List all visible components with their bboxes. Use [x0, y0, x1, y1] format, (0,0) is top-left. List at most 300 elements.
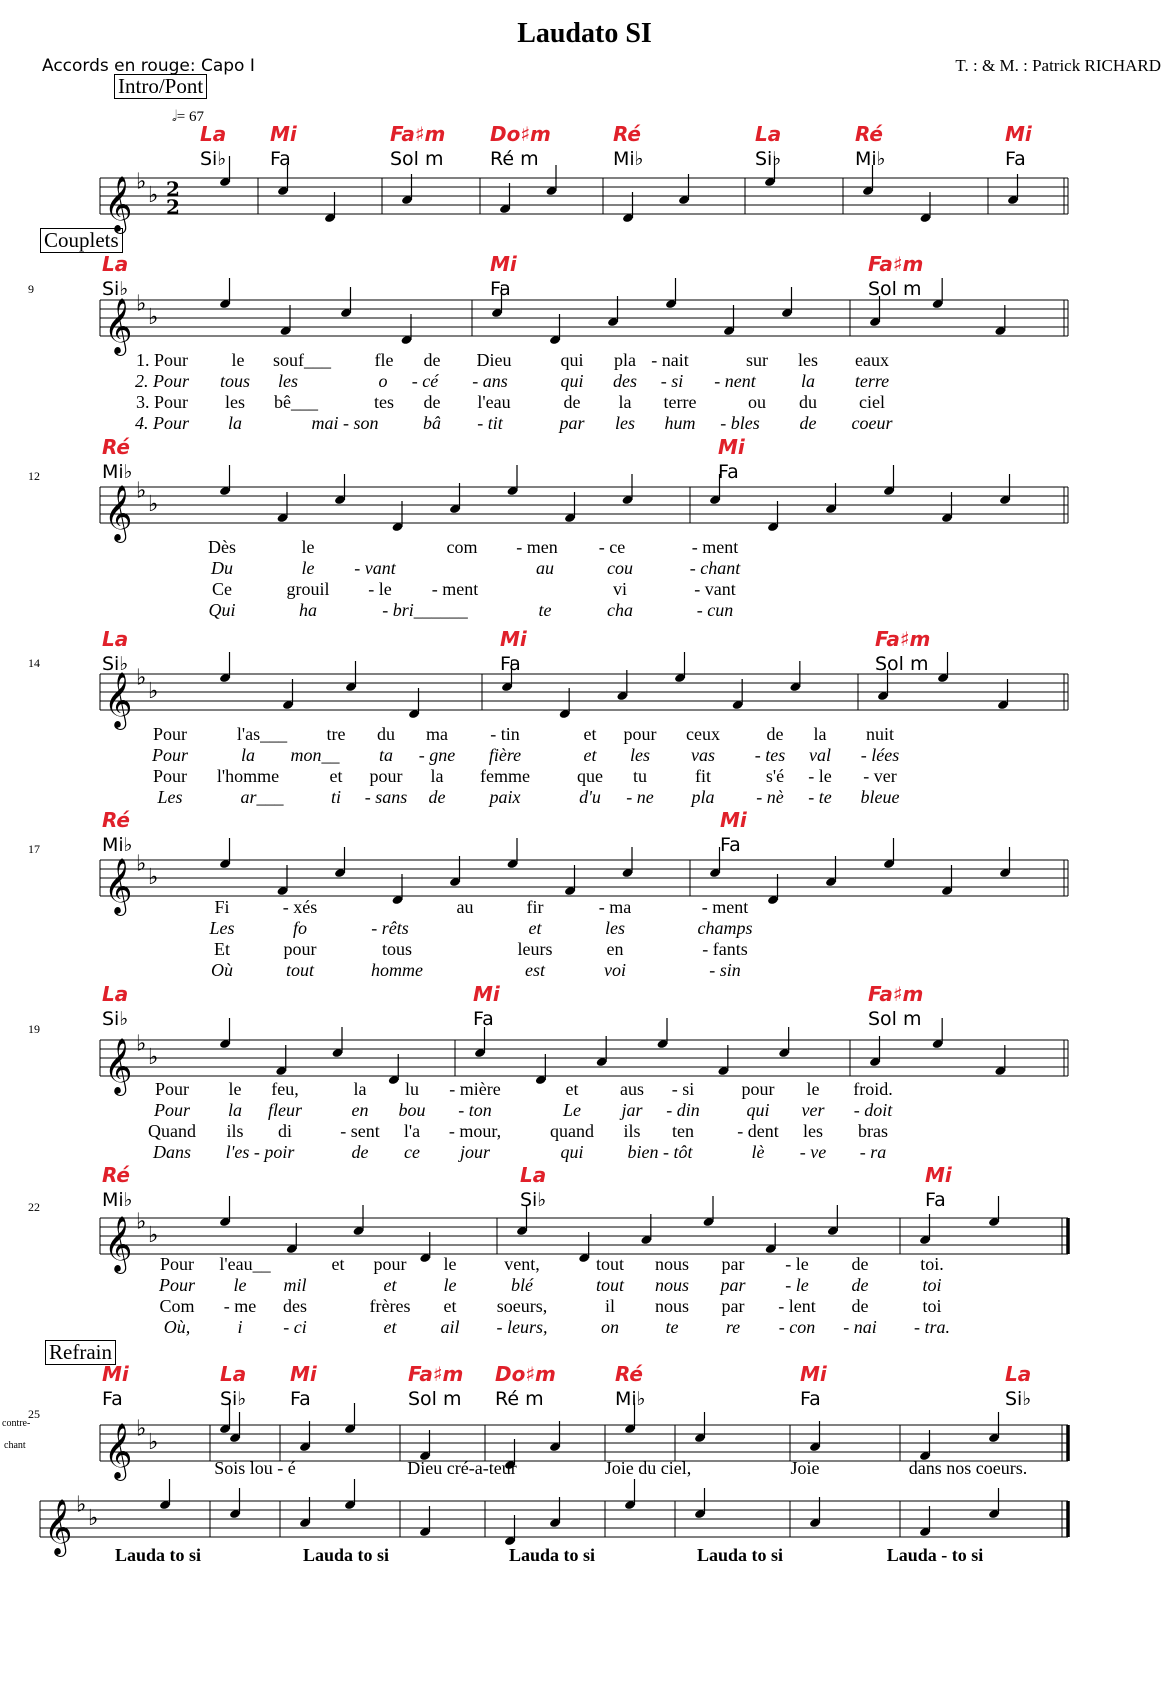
chord-concert: Mi♭ — [613, 148, 644, 170]
lyric-syllable: tre — [326, 724, 346, 744]
lyric-syllable: - mour, — [448, 1121, 502, 1141]
lyric-syllable: cha — [607, 600, 633, 620]
lyric-syllable: blé — [511, 1275, 533, 1295]
lyric-syllable: - vant — [694, 579, 736, 599]
lyric-syllable: Pour — [159, 1254, 195, 1274]
chord-concert: Si♭ — [520, 1189, 547, 1211]
lyric-syllable: nous — [654, 1254, 690, 1274]
lyric-syllable: pour — [369, 766, 403, 786]
lyric-syllable: d'u — [579, 787, 601, 807]
chord-concert: Mi♭ — [855, 148, 886, 170]
lyric-syllable: par — [721, 1296, 745, 1316]
lyric-syllable: - tes — [754, 745, 786, 765]
lyric-syllable: jour — [459, 1142, 491, 1162]
lyric-syllable: homme — [371, 960, 423, 980]
lyric-syllable: de — [351, 1142, 369, 1162]
lyric-syllable: dans nos coeurs. — [908, 1458, 1028, 1478]
lyric-syllable: Les — [209, 918, 235, 938]
chord-concert: Fa — [718, 461, 739, 483]
lyric-syllable: et — [583, 745, 597, 765]
measure-number: 22 — [28, 1200, 40, 1214]
lyric-syllable: sur — [746, 350, 768, 370]
treble-clef-icon: 𝄞 — [104, 1216, 133, 1272]
page-title: Laudato SI — [517, 18, 652, 49]
lyric-syllable: - ne — [626, 787, 654, 807]
chord-concert: Sol m — [390, 148, 444, 170]
lyric-syllable: lu — [404, 1079, 420, 1099]
lyric-syllable: feu, — [271, 1079, 299, 1099]
lyric-syllable: - men — [516, 537, 558, 557]
lyric-syllable: ma — [426, 724, 448, 744]
lyric-syllable-lower: Lauda to si — [114, 1545, 202, 1565]
lyric-syllable: la — [618, 392, 632, 412]
chord-concert: Fa — [270, 148, 291, 170]
lyric-syllable: ti — [330, 787, 342, 807]
lyric-syllable: soeurs, — [496, 1296, 548, 1316]
lyric-syllable: fle — [374, 350, 394, 370]
lyric-syllable: de — [563, 392, 581, 412]
lyric-syllable: bou — [398, 1100, 426, 1120]
lyric-syllable: fit — [695, 766, 711, 786]
chord-concert: Fa — [473, 1008, 494, 1030]
lyric-syllable: - le — [808, 766, 832, 786]
lyric-syllable: Pour — [154, 1079, 190, 1099]
lyric-syllable: - ve — [799, 1142, 827, 1162]
time-signature-bottom: 2 — [166, 195, 180, 219]
treble-clef-icon: 𝄞 — [104, 1423, 133, 1479]
lyric-syllable: par — [720, 1275, 746, 1295]
lyric-syllable: - sans — [364, 787, 408, 807]
chord-capo: Ré — [855, 122, 883, 146]
lyric-syllable: mil — [283, 1275, 307, 1295]
chord-capo: Fa♯m — [868, 252, 924, 276]
lyric-syllable: bien - tôt — [627, 1142, 693, 1162]
chord-capo: Ré — [102, 1163, 130, 1187]
lyric-syllable: de — [766, 724, 784, 744]
lyric-syllable: - tit — [477, 413, 503, 433]
lyric-syllable: et — [565, 1079, 579, 1099]
lyric-syllable: val — [809, 745, 831, 765]
chord-concert: Fa — [720, 834, 741, 856]
voice-label-chant: chant — [4, 1440, 26, 1451]
staff — [0, 168, 1169, 232]
chord-concert: Mi♭ — [102, 1189, 133, 1211]
lyric-syllable: Et — [214, 939, 230, 959]
lyric-syllable: la — [430, 766, 444, 786]
treble-clef-icon: 𝄞 — [104, 176, 133, 232]
chord-concert: Fa — [102, 1388, 123, 1410]
lyric-syllable: l'eau__ — [219, 1254, 271, 1274]
lyric-syllable: Joie — [790, 1458, 820, 1478]
lyric-syllable: qui — [560, 371, 584, 391]
lyric-syllable: bâ — [423, 413, 441, 433]
lyric-syllable: au — [536, 558, 554, 578]
flat-icon: ♭ — [148, 865, 159, 890]
lyric-syllable: - sin — [709, 960, 741, 980]
lyric-syllable: et — [331, 1254, 345, 1274]
lyric-syllable: le — [233, 1275, 247, 1295]
lyric-syllable: il — [604, 1296, 616, 1316]
chord-concert: Si♭ — [755, 148, 782, 170]
lyric-syllable: de — [423, 350, 441, 370]
lyric-syllable: le — [228, 1079, 242, 1099]
lyric-syllable: tes — [374, 392, 394, 412]
chord-concert: Ré m — [495, 1388, 544, 1410]
lyric-syllable: coeur — [851, 413, 893, 433]
lyric-syllable: paix — [489, 787, 521, 807]
lyric-syllable: - cun — [696, 600, 734, 620]
chord-concert: Si♭ — [102, 653, 129, 675]
chord-capo: Ré — [615, 1362, 643, 1386]
flat-icon: ♭ — [148, 1223, 159, 1248]
lyric-syllable: Pour — [152, 766, 188, 786]
flat-icon: ♭ — [136, 291, 147, 317]
lyric-syllable: de — [851, 1275, 869, 1295]
lyric-syllable: - ans — [472, 371, 508, 391]
measure-number: 14 — [28, 656, 40, 670]
lyric-syllable: vas — [691, 745, 715, 765]
lyric-syllable: - ver — [863, 766, 897, 786]
lyric-syllable: terre — [663, 392, 697, 412]
lyric-syllable: re — [725, 1317, 741, 1337]
flat-icon: ♭ — [136, 665, 147, 691]
lyric-syllable: tous — [219, 371, 251, 391]
chord-concert: Ré m — [490, 148, 539, 170]
lyric-syllable: - le — [785, 1275, 809, 1295]
lyric-syllable: ce — [404, 1142, 420, 1162]
staff — [0, 290, 1169, 354]
lyric-syllable: - mière — [449, 1079, 501, 1099]
treble-clef-icon: 𝄞 — [104, 858, 133, 914]
chord-concert: Sol m — [408, 1388, 462, 1410]
chord-capo: La — [520, 1163, 547, 1187]
lyric-syllable: - ce — [598, 537, 626, 557]
lyric-syllable: et — [528, 918, 542, 938]
treble-clef-icon: 𝄞 — [104, 298, 133, 354]
lyric-syllable: le — [231, 350, 245, 370]
lyric-syllable: - tin — [490, 724, 520, 744]
lyric-syllable-lower: Lauda to si — [696, 1545, 784, 1565]
lyric-syllable: ils — [623, 1121, 641, 1141]
flat-icon: ♭ — [136, 1031, 147, 1057]
section-label-couplets: Couplets — [40, 228, 123, 253]
lyric-syllable: - nent — [714, 371, 756, 391]
lyric-syllable: champs — [697, 918, 753, 938]
treble-clef-icon: 𝄞 — [104, 672, 133, 728]
lyric-syllable: pour — [283, 939, 317, 959]
lyric-syllable: Où — [211, 960, 233, 980]
lyric-syllable: te — [538, 600, 552, 620]
lyric-syllable: - ment — [701, 897, 749, 917]
chord-capo: Do♯m — [495, 1362, 556, 1386]
lyric-syllable: qui — [560, 350, 584, 370]
lyric-syllable: eaux — [855, 350, 889, 370]
lyric-syllable: ou — [748, 392, 766, 412]
chord-capo: Mi — [925, 1163, 952, 1187]
lyric-syllable: les — [225, 392, 245, 412]
lyric-syllable: frères — [369, 1296, 411, 1316]
flat-icon: ♭ — [88, 1506, 99, 1531]
lyric-syllable: bleue — [860, 787, 900, 807]
chord-concert: Sol m — [875, 653, 929, 675]
lyric-syllable-lower: Lauda to si — [508, 1545, 596, 1565]
chord-concert: Mi♭ — [615, 1388, 646, 1410]
lyric-syllable: l'eau — [477, 392, 511, 412]
lyric-syllable: ver — [801, 1100, 825, 1120]
lyric-syllable: bê___ — [274, 392, 318, 412]
chord-capo: Mi — [800, 1362, 827, 1386]
lyric-syllable: Dès — [208, 537, 236, 557]
lyric-syllable: pour — [741, 1079, 775, 1099]
lyric-syllable: - din — [666, 1100, 700, 1120]
time-signature-top: 2 — [166, 177, 180, 201]
lyric-syllable: - doit — [853, 1100, 893, 1120]
lyric-syllable: le — [301, 537, 315, 557]
chord-capo: Mi — [473, 982, 500, 1006]
lyric-syllable: - sent — [340, 1121, 380, 1141]
lyric-syllable: nuit — [865, 724, 895, 744]
lyric-syllable: les — [803, 1121, 823, 1141]
chord-concert: Fa — [800, 1388, 821, 1410]
chord-capo: Mi — [720, 808, 747, 832]
chord-capo: La — [102, 982, 129, 1006]
lyric-syllable: en — [606, 939, 624, 959]
lyric-syllable: - lées — [860, 745, 900, 765]
lyric-syllable: - ci — [283, 1317, 307, 1337]
chord-capo: Mi — [500, 627, 527, 651]
chord-capo: Mi — [1005, 122, 1032, 146]
chord-capo: La — [102, 627, 129, 651]
lyric-syllable: froid. — [853, 1079, 893, 1099]
lyric-syllable: et — [383, 1275, 397, 1295]
lyric-syllable: toi. — [920, 1254, 944, 1274]
measure-number: 9 — [28, 282, 34, 296]
lyric-syllable: te — [665, 1317, 679, 1337]
lyric-syllable: ha — [299, 600, 317, 620]
lyric-syllable: - ment — [691, 537, 739, 557]
lyric-syllable: Où, — [163, 1317, 191, 1337]
lyric-syllable: - xés — [282, 897, 318, 917]
lyric-syllable: pour — [623, 724, 657, 744]
lyric-syllable: par — [559, 413, 585, 433]
lyric-syllable: pour — [373, 1254, 407, 1274]
lyric-syllable: la — [353, 1079, 367, 1099]
lyric-syllable: la — [800, 371, 816, 391]
lyric-syllable: Pour — [152, 745, 188, 765]
lyric-syllable: terre — [854, 371, 890, 391]
lyric-syllable: la — [227, 413, 243, 433]
flat-icon: ♭ — [136, 1209, 147, 1235]
section-label-intro: Intro/Pont — [114, 74, 207, 99]
chord-capo: Ré — [102, 808, 130, 832]
lyric-syllable: par — [721, 1254, 745, 1274]
lyric-syllable: de — [799, 413, 817, 433]
lyric-syllable: cou — [607, 558, 633, 578]
lyric-syllable: les — [630, 745, 650, 765]
lyric-syllable: - cé — [411, 371, 439, 391]
lyric-syllable: le — [443, 1254, 457, 1274]
lyric-syllable: ta — [378, 745, 394, 765]
staff — [0, 477, 1169, 541]
lyric-syllable: Ce — [212, 579, 232, 599]
lyric-syllable: la — [813, 724, 827, 744]
lyric-syllable: ceux — [686, 724, 720, 744]
lyric-syllable: nous — [654, 1296, 690, 1316]
lyric-syllable: Du — [211, 558, 233, 578]
lyric-syllable: des — [613, 371, 637, 391]
chord-capo: Mi — [102, 1362, 129, 1386]
lyric-syllable: l'es - poir — [225, 1142, 295, 1162]
lyric-syllable: aus — [620, 1079, 644, 1099]
chord-capo: Ré — [613, 122, 641, 146]
lyric-syllable: - nai — [843, 1317, 877, 1337]
chord-capo: Mi — [718, 435, 745, 459]
lyric-syllable: - me — [223, 1296, 257, 1316]
flat-icon: ♭ — [148, 679, 159, 704]
lyric-syllable: de — [423, 392, 441, 412]
lyric-syllable: bras — [858, 1121, 888, 1141]
measure-number: 19 — [28, 1022, 40, 1036]
chord-capo: La — [1005, 1362, 1032, 1386]
lyric-syllable: - gne — [418, 745, 456, 765]
lyric-syllable: - si — [660, 371, 684, 391]
treble-clef-icon: 𝄞 — [44, 1499, 73, 1555]
lyric-syllable: de — [428, 787, 446, 807]
lyric-syllable: - nè — [756, 787, 784, 807]
lyric-syllable: on — [601, 1317, 619, 1337]
chord-capo: Do♯m — [490, 122, 551, 146]
lyric-syllable: Dieu cré-a-teur — [407, 1458, 517, 1478]
lyric-syllable: - bri______ — [382, 600, 468, 620]
measure-number: 12 — [28, 469, 40, 483]
lyric-syllable: - dent — [737, 1121, 779, 1141]
chord-capo: La — [200, 122, 227, 146]
chord-capo: Fa♯m — [868, 982, 924, 1006]
lyric-syllable: en — [351, 1100, 369, 1120]
lyric-syllable: ten — [672, 1121, 694, 1141]
lyric-syllable: et — [329, 766, 343, 786]
lyric-syllable: tout — [285, 960, 315, 980]
lyric-syllable: du — [799, 392, 817, 412]
lyric-syllable: ils — [226, 1121, 244, 1141]
lyric-syllable: - le — [368, 579, 392, 599]
lyric-syllable: com — [446, 537, 478, 557]
flat-icon: ♭ — [136, 169, 147, 195]
lyric-syllable: le — [806, 1079, 820, 1099]
section-label-refrain: Refrain — [45, 1340, 116, 1365]
lyric-syllable: la — [227, 1100, 243, 1120]
chord-concert: Fa — [290, 1388, 311, 1410]
lyric-syllable: - ment — [431, 579, 479, 599]
chord-concert: Fa — [1005, 148, 1026, 170]
chord-capo: Fa♯m — [408, 1362, 464, 1386]
treble-clef-icon: 𝄞 — [104, 485, 133, 541]
lyric-syllable: toi — [922, 1296, 942, 1316]
lyric-syllable: tu — [632, 766, 648, 786]
lyric-syllable: et — [443, 1296, 457, 1316]
lyric-syllable: - nait — [651, 350, 689, 370]
lyric-syllable: Fi — [214, 897, 230, 917]
lyric-syllable: des — [283, 1296, 307, 1316]
half-note-icon: 𝅗𝅥 — [172, 109, 177, 125]
lyric-syllable: grouil — [286, 579, 330, 599]
lyric-syllable: Com — [159, 1296, 195, 1316]
voice-label-contre: contre- — [2, 1418, 31, 1429]
staff — [0, 850, 1169, 914]
lyric-syllable: lè — [751, 1142, 765, 1162]
lyric-syllable: 1. Pour — [135, 350, 189, 370]
chord-concert: Fa — [490, 278, 511, 300]
lyric-syllable: de — [851, 1296, 869, 1316]
lyric-syllable: de — [851, 1254, 869, 1274]
chord-concert: Si♭ — [102, 1008, 129, 1030]
chord-concert: Fa — [925, 1189, 946, 1211]
chord-capo: La — [755, 122, 782, 146]
lyric-syllable: le — [301, 558, 315, 578]
flat-icon: ♭ — [148, 183, 159, 208]
lyric-syllable: - chant — [689, 558, 741, 578]
chord-capo: Ré — [102, 435, 130, 459]
lyric-syllable: hum — [664, 413, 696, 433]
lyric-syllable: le — [443, 1275, 457, 1295]
lyric-syllable: souf___ — [273, 350, 331, 370]
lyric-syllable: que — [577, 766, 603, 786]
lyric-syllable: et — [383, 1317, 397, 1337]
lyric-syllable: les — [798, 350, 818, 370]
lyric-syllable: pla — [691, 787, 715, 807]
chord-capo: Fa♯m — [390, 122, 446, 146]
lyric-syllable: - bles — [720, 413, 760, 433]
lyric-syllable: 3. Pour — [135, 392, 189, 412]
lyric-syllable: voi — [604, 960, 626, 980]
lyric-syllable: - ra — [859, 1142, 887, 1162]
lyric-syllable: Le — [563, 1100, 581, 1120]
lyric-syllable: quand — [550, 1121, 594, 1141]
chord-concert: Si♭ — [1005, 1388, 1032, 1410]
lyric-syllable: fo — [292, 918, 308, 938]
lyric-syllable: Pour — [152, 724, 188, 744]
lyric-syllable: Les — [157, 787, 183, 807]
chord-capo: La — [102, 252, 129, 276]
lyric-syllable: au — [456, 897, 474, 917]
lyric-syllable: s'é — [765, 766, 785, 786]
lyric-syllable: mai - son — [311, 413, 379, 433]
lyric-syllable: ail — [440, 1317, 460, 1337]
chord-capo: La — [220, 1362, 247, 1386]
lyric-syllable: - te — [808, 787, 832, 807]
flat-icon: ♭ — [136, 478, 147, 504]
lyric-syllable: - rêts — [371, 918, 409, 938]
lyric-syllable: Joie du ciel, — [604, 1458, 692, 1478]
lyric-syllable: 4. Pour — [135, 413, 189, 433]
lyric-syllable: les — [278, 371, 298, 391]
lyric-syllable: les — [615, 413, 635, 433]
chord-concert: Si♭ — [102, 278, 129, 300]
chord-concert: Sol m — [868, 1008, 922, 1030]
lyric-syllable: - lent — [778, 1296, 816, 1316]
chord-concert: Fa — [500, 653, 521, 675]
lyric-syllable: pla — [614, 350, 636, 370]
chord-capo: Mi — [270, 122, 297, 146]
lyric-syllable: - fants — [702, 939, 748, 959]
lyric-syllable: - vant — [354, 558, 396, 578]
measure-number: 25 — [28, 1407, 40, 1421]
chord-concert: Mi♭ — [102, 461, 133, 483]
lyric-syllable: est — [525, 960, 545, 980]
lyric-syllable: Qui — [208, 600, 236, 620]
lyric-syllable: l'as___ — [236, 724, 288, 744]
lyric-syllable: toi — [922, 1275, 942, 1295]
